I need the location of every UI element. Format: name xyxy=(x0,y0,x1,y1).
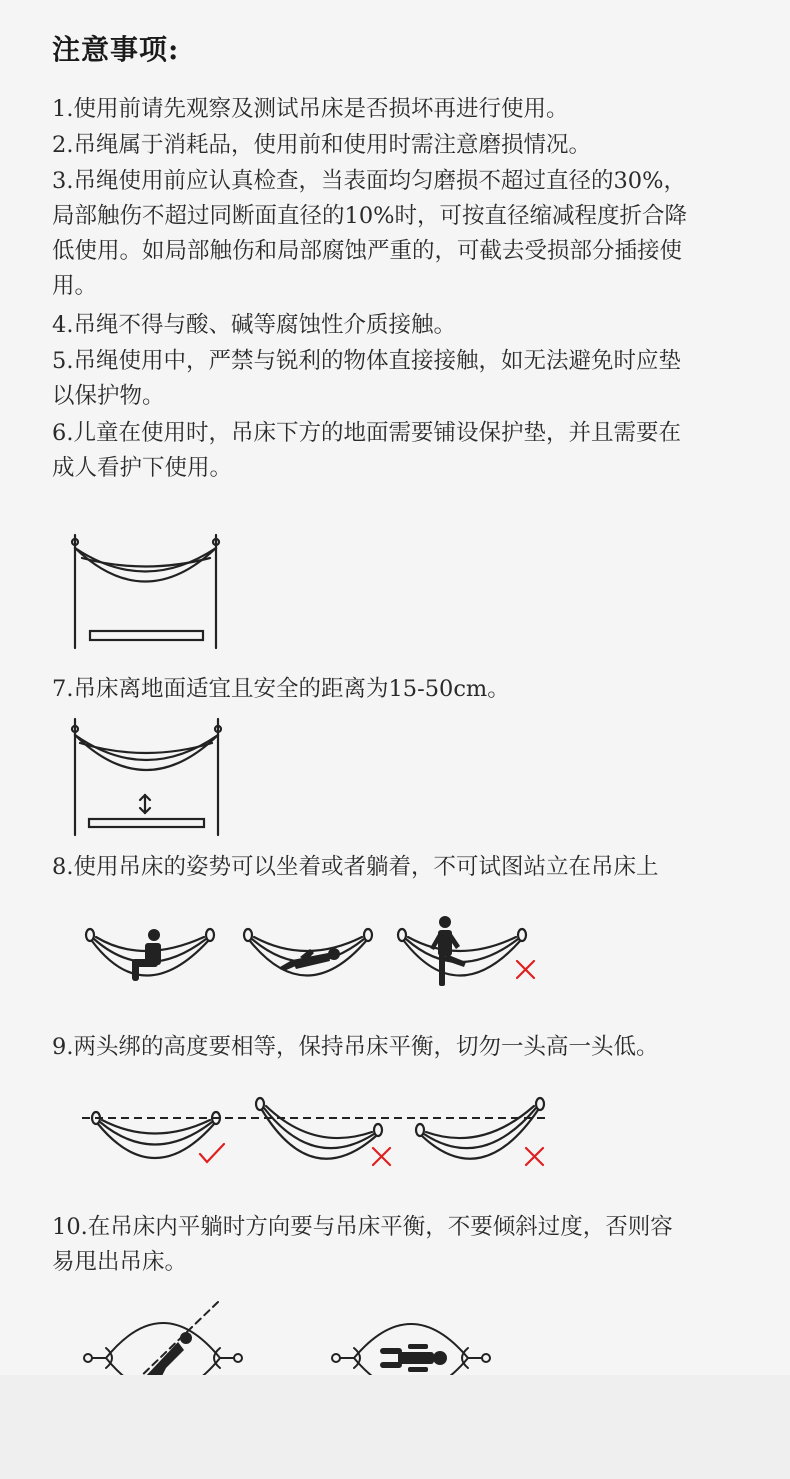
cross-icon xyxy=(517,961,534,978)
notice-text: 4.吊绳不得与酸、碱等腐蚀性介质接触。 xyxy=(52,312,456,338)
notice-text: 6.儿童在使用时，吊床下方的地面需要铺设保护垫，并且需要在 xyxy=(52,420,681,446)
notice-item-2 xyxy=(52,128,742,163)
notice-text: 10.在吊床内平躺时方向要与吊床平衡，不要倾斜过度，否则容 xyxy=(52,1214,673,1240)
notice-text: 成人看护下使用。 xyxy=(52,455,233,481)
check-icon xyxy=(200,1144,224,1162)
lying-in-hammock-icon xyxy=(240,915,380,995)
cross-icon xyxy=(373,1148,390,1165)
sitting-in-hammock-icon xyxy=(82,915,222,995)
notice-item-10 xyxy=(52,1210,742,1280)
level-hammock-icon xyxy=(88,1102,238,1174)
notice-item-5 xyxy=(52,344,742,414)
notice-text: 7.吊床离地面适宜且安全的距离为15-50cm。 xyxy=(52,676,510,702)
hammock-with-ground-mat-icon xyxy=(60,530,230,650)
hammock-height-arrow-icon xyxy=(60,715,230,837)
notice-text: 5.吊绳使用中，严禁与锐利的物体直接接触，如无法避免时应垫 xyxy=(52,348,681,374)
notice-item-7 xyxy=(52,672,742,707)
notice-text: 2.吊绳属于消耗品，使用前和使用时需注意磨损情况。 xyxy=(52,132,591,158)
notice-text: 局部触伤不超过同断面直径的10%时，可按直径缩减程度折合降 xyxy=(52,203,688,229)
standing-in-hammock-icon xyxy=(394,910,544,995)
notice-item-1 xyxy=(52,92,742,127)
notice-item-4 xyxy=(52,308,742,343)
notice-text: 3.吊绳使用前应认真检查，当表面均匀磨损不超过直径的30%， xyxy=(52,168,686,194)
notice-item-9 xyxy=(52,1030,742,1065)
notice-text: 易甩出吊床。 xyxy=(52,1249,188,1275)
notice-item-8 xyxy=(52,850,742,885)
notice-text: 9.两头绑的高度要相等，保持吊床平衡，切勿一头高一头低。 xyxy=(52,1034,659,1060)
notice-text: 8.使用吊床的姿势可以坐着或者躺着，不可试图站立在吊床上 xyxy=(52,854,659,880)
left-high-hammock-icon xyxy=(250,1092,400,1174)
bottom-band xyxy=(0,1375,790,1479)
notice-item-3 xyxy=(52,164,742,304)
right-high-hammock-icon xyxy=(410,1092,560,1174)
notice-text: 1.使用前请先观察及测试吊床是否损坏再进行使用。 xyxy=(52,96,569,122)
notice-item-6 xyxy=(52,416,742,486)
notice-text: 低使用。如局部触伤和局部腐蚀严重的，可截去受损部分插接使 xyxy=(52,238,683,264)
notice-text: 用。 xyxy=(52,273,98,299)
page-title: 注意事项: xyxy=(52,33,180,66)
notice-text: 以保护物。 xyxy=(52,383,165,409)
cross-icon xyxy=(526,1148,543,1165)
